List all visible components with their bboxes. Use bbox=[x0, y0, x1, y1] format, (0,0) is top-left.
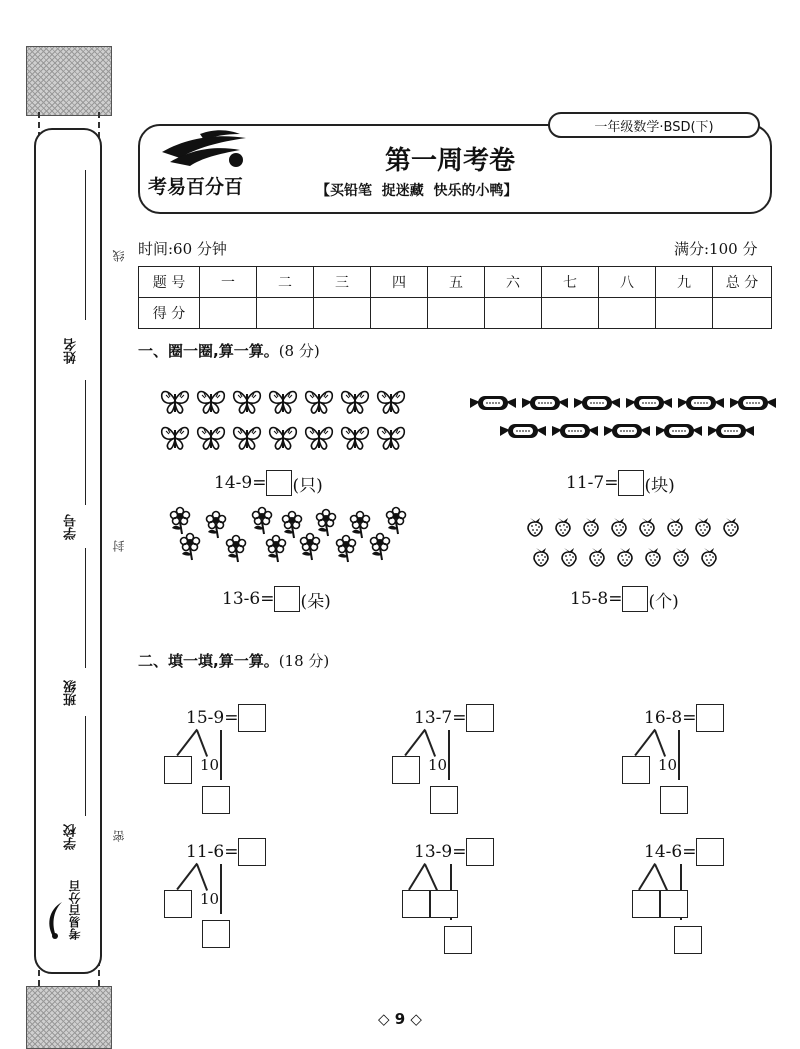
butterfly-icon bbox=[268, 424, 298, 452]
marker-seal: 封 bbox=[112, 540, 126, 552]
split-line bbox=[655, 730, 666, 757]
butterfly-icon bbox=[196, 424, 226, 452]
flower-icon bbox=[334, 532, 358, 564]
strawberry-icon bbox=[560, 546, 578, 568]
answer-box[interactable] bbox=[202, 786, 230, 814]
strawberry-icon bbox=[554, 516, 572, 538]
class-label: 班级 bbox=[64, 680, 79, 706]
strawberry-icon bbox=[694, 516, 712, 538]
score-header-cell: 题 号 bbox=[139, 267, 200, 298]
decomposition-equation bbox=[644, 838, 724, 866]
strawberry-group bbox=[526, 516, 756, 570]
problem2-unit: (块) bbox=[644, 475, 675, 496]
butterfly-icon bbox=[376, 424, 406, 452]
answer-box[interactable] bbox=[622, 586, 648, 612]
candy-icon bbox=[574, 394, 620, 412]
butterfly-icon bbox=[304, 424, 334, 452]
problem3-equation bbox=[222, 586, 331, 612]
section2-title-text: 二、填一填,算一算。 bbox=[138, 652, 279, 670]
flower-icon bbox=[178, 530, 202, 562]
split-line bbox=[635, 729, 656, 756]
split-line bbox=[177, 729, 198, 756]
score-cell[interactable] bbox=[314, 298, 371, 329]
score-table bbox=[138, 266, 772, 329]
answer-box[interactable] bbox=[238, 704, 266, 732]
score-cell[interactable] bbox=[599, 298, 656, 329]
decomposition-equation bbox=[414, 704, 494, 732]
decomposition-expr: 11-6= bbox=[186, 842, 239, 862]
name-line[interactable] bbox=[85, 170, 86, 320]
answer-box[interactable] bbox=[402, 890, 430, 918]
strawberry-icon bbox=[666, 516, 684, 538]
section1-title-text: 一、圈一圈,算一算。 bbox=[138, 342, 279, 360]
decomposition-expr: 13-7= bbox=[414, 708, 467, 728]
split-line bbox=[409, 863, 426, 890]
strawberry-icon bbox=[672, 546, 690, 568]
split-line bbox=[221, 730, 223, 780]
section1-title bbox=[138, 340, 320, 361]
decomposition-equation bbox=[186, 704, 266, 732]
strawberry-icon bbox=[722, 516, 740, 538]
score-header-cell: 五 bbox=[428, 267, 485, 298]
id-line[interactable] bbox=[85, 380, 86, 505]
ten-label: 10 bbox=[200, 890, 220, 908]
candy-icon bbox=[500, 422, 546, 440]
score-table-score-row bbox=[139, 298, 772, 329]
problem2-equation bbox=[566, 470, 675, 496]
answer-box[interactable] bbox=[430, 890, 458, 918]
butterfly-icon bbox=[232, 424, 262, 452]
split-line bbox=[449, 730, 451, 780]
comet-logo-icon bbox=[160, 128, 250, 172]
answer-box[interactable] bbox=[632, 890, 660, 918]
answer-box[interactable] bbox=[164, 890, 192, 918]
butterfly-icon bbox=[160, 424, 190, 452]
butterfly-icon bbox=[160, 388, 190, 416]
split-line bbox=[197, 730, 208, 757]
page-number: ◇ 9 ◇ bbox=[378, 1010, 422, 1028]
id-label: 学号 bbox=[64, 514, 79, 540]
exam-time: 时间:60 分钟 bbox=[138, 240, 227, 258]
answer-box[interactable] bbox=[618, 470, 644, 496]
page-subtitle: 【买铅笔 捉迷藏 快乐的小鸭】 bbox=[316, 183, 518, 199]
decomposition-equation bbox=[186, 838, 266, 866]
flower-icon bbox=[298, 530, 322, 562]
flower-icon bbox=[368, 530, 392, 562]
score-cell[interactable] bbox=[542, 298, 599, 329]
flower-icon bbox=[224, 532, 248, 564]
score-header-cell: 一 bbox=[200, 267, 257, 298]
strawberry-icon bbox=[616, 546, 634, 568]
decomposition-expr: 14-6= bbox=[644, 842, 697, 862]
problem1-equation bbox=[214, 470, 323, 496]
butterfly-icon bbox=[340, 388, 370, 416]
score-header-cell: 六 bbox=[485, 267, 542, 298]
candy-icon bbox=[678, 394, 724, 412]
score-cell[interactable] bbox=[200, 298, 257, 329]
score-header-cell: 二 bbox=[257, 267, 314, 298]
score-cell[interactable] bbox=[428, 298, 485, 329]
butterfly-icon bbox=[232, 388, 262, 416]
score-table-header-row bbox=[139, 267, 772, 298]
problem3-expr: 13-6= bbox=[222, 589, 275, 609]
answer-box[interactable] bbox=[622, 756, 650, 784]
candy-icon bbox=[604, 422, 650, 440]
answer-box[interactable] bbox=[696, 838, 724, 866]
answer-box[interactable] bbox=[466, 838, 494, 866]
decomposition-expr: 16-8= bbox=[644, 708, 697, 728]
problem3-unit: (朵) bbox=[300, 591, 331, 612]
split-line bbox=[425, 864, 438, 891]
strawberry-icon bbox=[700, 546, 718, 568]
ten-label: 10 bbox=[658, 756, 678, 774]
problem1-expr: 14-9= bbox=[214, 473, 267, 493]
answer-box[interactable] bbox=[696, 704, 724, 732]
answer-box[interactable] bbox=[660, 890, 688, 918]
split-line bbox=[177, 863, 198, 890]
score-row-label: 得 分 bbox=[139, 298, 200, 329]
butterfly-icon bbox=[268, 388, 298, 416]
butterfly-icon bbox=[304, 388, 334, 416]
score-header-cell: 四 bbox=[371, 267, 428, 298]
answer-box[interactable] bbox=[266, 470, 292, 496]
score-cell[interactable] bbox=[656, 298, 713, 329]
section2-points: (18 分) bbox=[278, 652, 330, 670]
butterfly-icon bbox=[376, 388, 406, 416]
candy-icon bbox=[626, 394, 672, 412]
score-cell[interactable] bbox=[371, 298, 428, 329]
candy-icon bbox=[552, 422, 598, 440]
ten-label: 10 bbox=[200, 756, 220, 774]
score-cell[interactable] bbox=[713, 298, 772, 329]
butterfly-group bbox=[160, 388, 420, 454]
split-line bbox=[679, 730, 681, 780]
strawberry-icon bbox=[610, 516, 628, 538]
marker-line: 线 bbox=[112, 250, 126, 262]
split-line bbox=[197, 864, 208, 891]
comet-logo-icon bbox=[44, 900, 64, 940]
decomposition-equation bbox=[414, 838, 494, 866]
school-label: 学校 bbox=[64, 824, 79, 850]
page-title: 第一周考卷 bbox=[384, 146, 515, 176]
header-brand: 考易百分百 bbox=[148, 176, 244, 198]
answer-box[interactable] bbox=[660, 786, 688, 814]
problem1-unit: (只) bbox=[292, 475, 323, 496]
butterfly-icon bbox=[340, 424, 370, 452]
strawberry-icon bbox=[526, 516, 544, 538]
marker-secret: 密 bbox=[112, 830, 126, 842]
section2-title bbox=[138, 650, 329, 671]
class-line[interactable] bbox=[85, 548, 86, 668]
answer-box[interactable] bbox=[274, 586, 300, 612]
score-header-cell: 九 bbox=[656, 267, 713, 298]
score-header-cell: 总 分 bbox=[713, 267, 772, 298]
score-cell[interactable] bbox=[257, 298, 314, 329]
answer-box[interactable] bbox=[392, 756, 420, 784]
candy-icon bbox=[656, 422, 702, 440]
problem2-expr: 11-7= bbox=[566, 473, 619, 493]
answer-box[interactable] bbox=[430, 786, 458, 814]
strawberry-icon bbox=[588, 546, 606, 568]
candy-icon bbox=[470, 394, 516, 412]
split-line bbox=[639, 863, 656, 890]
problem4-equation bbox=[570, 586, 679, 612]
decomposition-equation bbox=[644, 704, 724, 732]
problem4-expr: 15-8= bbox=[570, 589, 623, 609]
name-label: 姓名 bbox=[64, 338, 79, 364]
binding-brand-logo bbox=[44, 900, 64, 960]
answer-box[interactable] bbox=[674, 926, 702, 954]
split-line bbox=[405, 729, 426, 756]
flower-icon bbox=[264, 532, 288, 564]
score-header-cell: 八 bbox=[599, 267, 656, 298]
answer-box[interactable] bbox=[466, 704, 494, 732]
problem4-unit: (个) bbox=[648, 591, 679, 612]
answer-box[interactable] bbox=[444, 926, 472, 954]
strawberry-icon bbox=[638, 516, 656, 538]
answer-box[interactable] bbox=[202, 920, 230, 948]
ten-label: 10 bbox=[428, 756, 448, 774]
candy-icon bbox=[730, 394, 776, 412]
school-line[interactable] bbox=[85, 716, 86, 816]
split-line bbox=[221, 864, 223, 914]
binding-brand: 考易百分百 bbox=[68, 880, 82, 940]
decomposition-expr: 13-9= bbox=[414, 842, 467, 862]
decomposition-expr: 15-9= bbox=[186, 708, 239, 728]
answer-box[interactable] bbox=[238, 838, 266, 866]
candy-icon bbox=[522, 394, 568, 412]
grade-badge: 一年级数学·BSD(下) bbox=[548, 112, 760, 138]
candy-group bbox=[470, 392, 780, 452]
answer-box[interactable] bbox=[164, 756, 192, 784]
strawberry-icon bbox=[532, 546, 550, 568]
candy-icon bbox=[708, 422, 754, 440]
strawberry-icon bbox=[644, 546, 662, 568]
section1-points: (8 分) bbox=[278, 342, 320, 360]
header-logo bbox=[160, 128, 250, 176]
score-header-cell: 三 bbox=[314, 267, 371, 298]
score-header-cell: 七 bbox=[542, 267, 599, 298]
split-line bbox=[655, 864, 668, 891]
score-cell[interactable] bbox=[485, 298, 542, 329]
flower-group bbox=[168, 504, 418, 576]
strawberry-icon bbox=[582, 516, 600, 538]
split-line bbox=[425, 730, 436, 757]
full-score: 满分:100 分 bbox=[674, 240, 758, 258]
butterfly-icon bbox=[196, 388, 226, 416]
binding-hatch-top bbox=[26, 46, 112, 116]
